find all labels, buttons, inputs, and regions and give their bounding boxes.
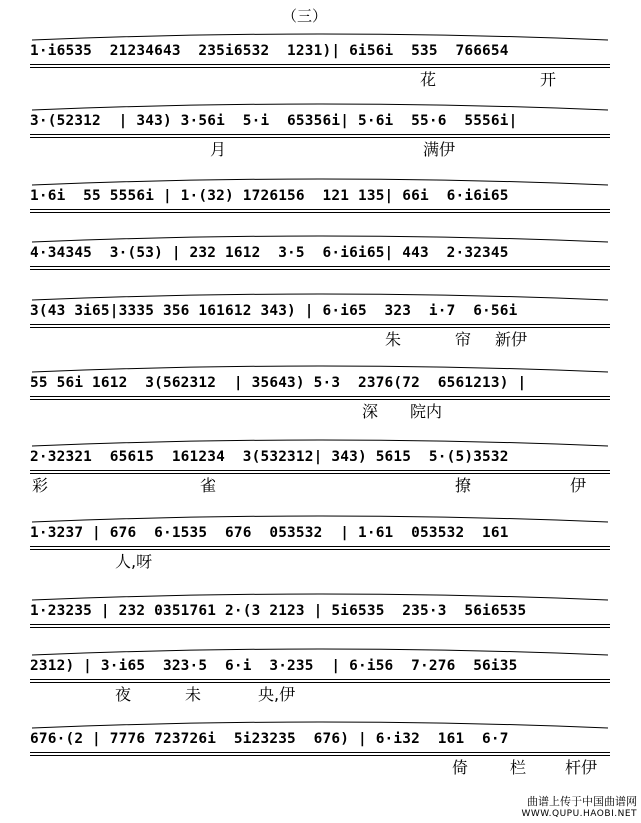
lyric-text: 未: [185, 685, 202, 704]
lyric-text: 伊: [570, 476, 587, 495]
lyric-text: 深: [362, 402, 379, 421]
notation-line: 2312) | 3·i65 323·5 6·i 3·235 | 6·i56 7·276 56i35: [30, 658, 518, 674]
lyric-text: 人,呀: [115, 552, 153, 571]
lyric-text: 开: [540, 70, 557, 89]
lyric-text: 夜: [115, 685, 132, 704]
notation-line: 2·32321 65615 161234 3(532312| 343) 5615 5·(5)3532: [30, 449, 509, 465]
lyric-text: 倚: [452, 758, 469, 777]
underline: [30, 682, 610, 683]
lyric-text: 彩: [32, 476, 49, 495]
lyric-text: 撩: [455, 476, 472, 495]
watermark-line-1: 曲谱上传于中国曲谱网: [527, 795, 637, 808]
underline: [30, 752, 610, 753]
notation-line: 3·(52312 | 343) 3·56i 5·i 65356i| 5·6i 55·6 5556i|: [30, 113, 518, 129]
notation-line: 3(43 3i65|3335 356 161612 343) | 6·i65 323 i·7 6·56i: [30, 303, 518, 319]
lyric-text: 院内: [410, 402, 443, 421]
underline: [30, 137, 610, 138]
lyric-text: 雀: [200, 476, 217, 495]
underline: [30, 134, 610, 135]
underline: [30, 755, 610, 756]
underline: [30, 64, 610, 65]
notation-line: 1·i6535 21234643 235i6532 1231)| 6i56i 535 766654: [30, 43, 509, 59]
underline: [30, 67, 610, 68]
notation-line: 676·(2 | 7776 723726i 5i23235 676) | 6·i32 161 6·7: [30, 731, 509, 747]
notation-line: 1·3237 | 676 6·1535 676 053532 | 1·61 053532 161: [30, 525, 509, 541]
notation-line: 1·6i 55 5556i | 1·(32) 1726156 121 135| 66i 6·i6i65: [30, 188, 509, 204]
lyric-text: 花: [420, 70, 437, 89]
notation-line: 1·23235 | 232 0351761 2·(3 2123 | 5i6535 235·3 56i6535: [30, 603, 527, 619]
underline: [30, 473, 610, 474]
underline: [30, 546, 610, 547]
section-title: （三）: [282, 7, 328, 25]
underline: [30, 399, 610, 400]
underline: [30, 324, 610, 325]
underline: [30, 327, 610, 328]
underline: [30, 624, 610, 625]
underline: [30, 266, 610, 267]
underline: [30, 627, 610, 628]
watermark-url: WWW.QUPU.HAOBI.NET: [521, 809, 637, 819]
lyric-text: 栏: [510, 758, 527, 777]
underline: [30, 209, 610, 210]
lyric-text: 新伊: [495, 330, 528, 349]
underline: [30, 470, 610, 471]
notation-line: 4·34345 3·(53) | 232 1612 3·5 6·i6i65| 443 2·32345: [30, 245, 509, 261]
underline: [30, 549, 610, 550]
underline: [30, 212, 610, 213]
lyric-text: 朱: [385, 330, 402, 349]
lyric-text: 央,伊: [258, 685, 296, 704]
notation-line: 55 56i 1612 3(562312 | 35643) 5·3 2376(72 6561213) |: [30, 375, 527, 391]
lyric-text: 杆伊: [565, 758, 598, 777]
underline: [30, 269, 610, 270]
underline: [30, 396, 610, 397]
lyric-text: 月: [210, 140, 227, 159]
underline: [30, 679, 610, 680]
lyric-text: 帘: [455, 330, 472, 349]
lyric-text: 满伊: [423, 140, 456, 159]
watermark: [521, 796, 637, 820]
